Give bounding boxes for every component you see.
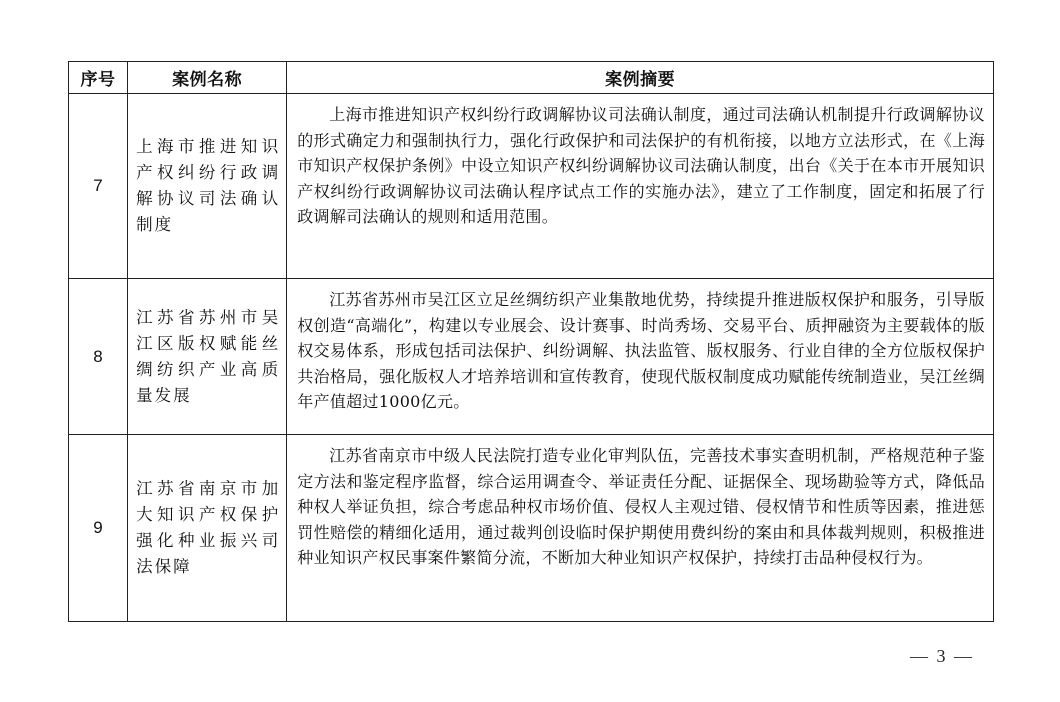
header-number: 序号	[69, 62, 128, 94]
row-name: 上海市推进知识产权纠纷行政调解协议司法确认制度	[136, 137, 281, 234]
row-number: 7	[69, 94, 128, 279]
table-row	[69, 279, 994, 435]
case-table	[68, 61, 994, 622]
row-summary-cell	[287, 94, 994, 279]
row-name-cell	[128, 279, 287, 435]
header-summary: 案例摘要	[287, 62, 994, 94]
row-summary-cell	[287, 279, 994, 435]
table-body	[69, 94, 994, 622]
row-name-cell	[128, 435, 287, 622]
row-summary: 江苏省南京市中级人民法院打造专业化审判队伍，完善技术事实查明机制，严格规范种子鉴定方法和鉴定程序监督，综合运用调查令、举证责任分配、证据保全、现场勘验等方式，降低品种权人举证负担，综合考虑品种权市场价值、侵权人主观过错、侵权情节和性质等因素，推进惩罚性赔偿的精细化适用，通过裁判创设临时保护期使用费纠纷的案由和具体裁判规则，积极推进种业知识产权民事案件繁简分流，不断加大种业知识产权保护，持续打击品种侵权行为。	[297, 446, 985, 568]
row-number: 9	[69, 435, 128, 622]
row-number: 8	[69, 279, 128, 435]
table-header	[69, 62, 994, 94]
row-summary-cell	[287, 435, 994, 622]
row-name-cell	[128, 94, 287, 279]
header-name: 案例名称	[128, 62, 287, 94]
table-row	[69, 94, 994, 279]
page-number: — 3 —	[910, 646, 974, 666]
row-summary: 江苏省苏州市吴江区立足丝绸纺织产业集散地优势，持续提升推进版权保护和服务，引导版权创造“高端化”，构建以专业展会、设计赛事、时尚秀场、交易平台、质押融资为主要载体的版权交易体系，形成包括司法保护、纠纷调解、执法监管、版权服务、行业自律的全方位版权保护共治格局，强化版权人才培养培训和宣传教育，使现代版权制度成功赋能传统制造业，吴江丝绸年产值超过1000亿元。	[297, 290, 985, 412]
row-summary: 上海市推进知识产权纠纷行政调解协议司法确认制度，通过司法确认机制提升行政调解协议的形式确定力和强制执行力，强化行政保护和司法保护的有机衔接，以地方立法形式，在《上海市知识产权保护条例》中设立知识产权纠纷调解协议司法确认制度，出台《关于在本市开展知识产权纠纷行政调解协议司法确认程序试点工作的实施办法》，建立了工作制度，固定和拓展了行政调解司法确认的规则和适用范围。	[297, 105, 985, 227]
header-row	[69, 62, 994, 94]
row-name: 江苏省南京市加大知识产权保护强化种业振兴司法保障	[136, 479, 281, 576]
table-row	[69, 435, 994, 622]
row-name: 江苏省苏州市吴江区版权赋能丝绸纺织产业高质量发展	[136, 307, 281, 405]
